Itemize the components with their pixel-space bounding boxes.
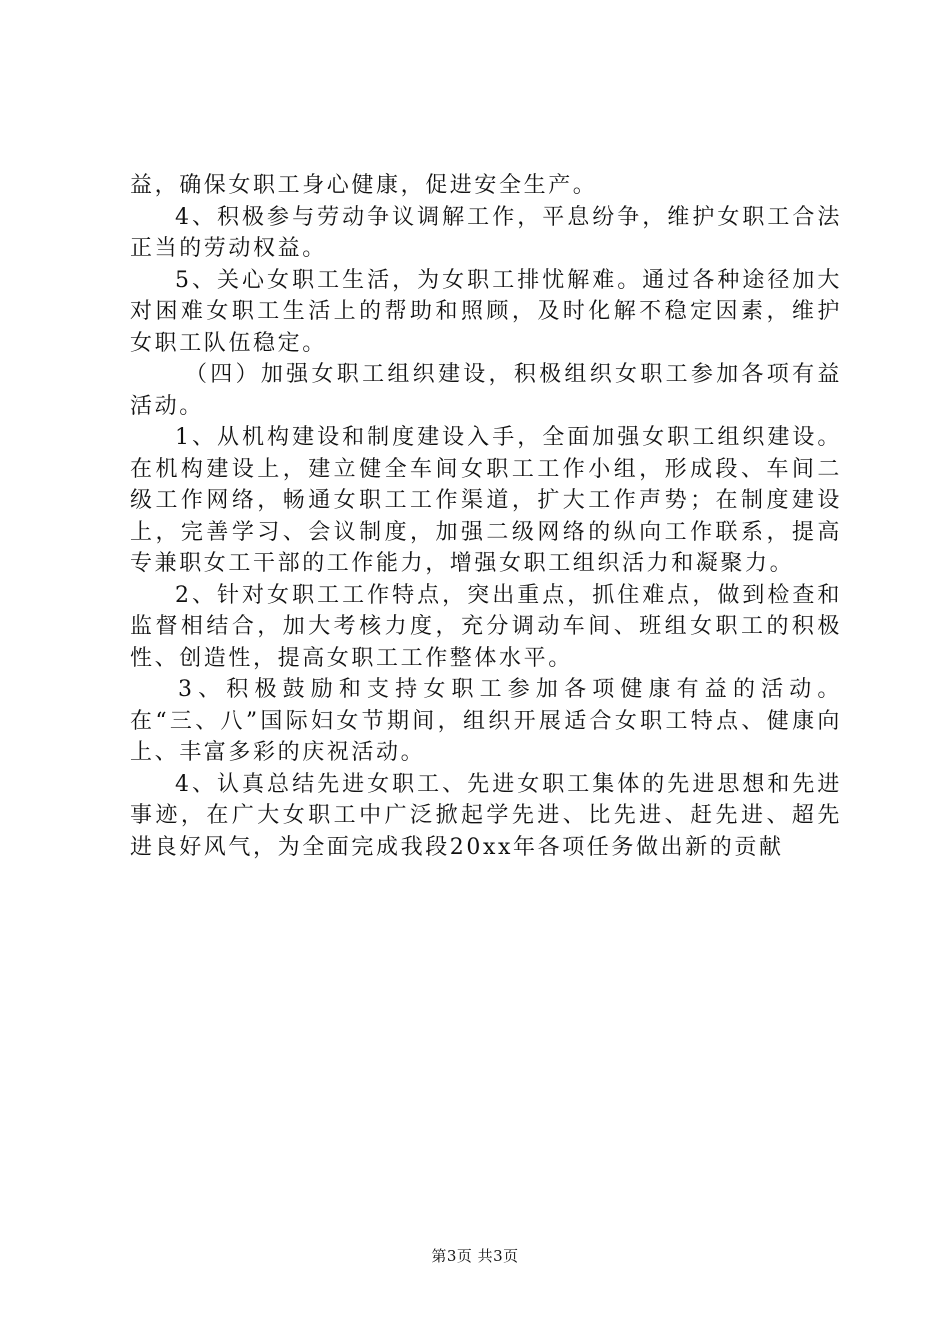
section-heading-4: （四）加强女职工组织建设，积极组织女职工参加各项有益活动。: [130, 362, 842, 419]
paragraph-item-4-summary: 4、认真总结先进女职工、先进女职工集体的先进思想和先进事迹，在广大女职工中广泛掀起学先进、比先进、赶先进、超先进良好风气，为全面完成我段20xx年各项任务做出新的贡献: [130, 771, 842, 860]
page-number: 第3页 共3页: [431, 1247, 519, 1265]
page-footer: [0, 1245, 950, 1266]
paragraph-item-1-organization: 1、从机构建设和制度建设入手，全面加强女职工组织建设。在机构建设上，建立健全车间女职工工作小组，形成段、车间二级工作网络，畅通女职工工作渠道，扩大工作声势；在制度建设上，完善学习、会议制度，加强二级网络的纵向工作联系，提高专兼职女工干部的工作能力，增强女职工组织活力和凝聚力。: [130, 425, 842, 576]
paragraph-item-5-care: 5、关心女职工生活，为女职工排忧解难。通过各种途径加大对困难女职工生活上的帮助和照顾，及时化解不稳定因素，维护女职工队伍稳定。: [130, 267, 842, 356]
document-body: [130, 170, 842, 863]
paragraph-item-2-focus: 2、针对女职工工作特点，突出重点，抓住难点，做到检查和监督相结合，加大考核力度，充分调动车间、班组女职工的积极性、创造性，提高女职工工作整体水平。: [130, 582, 842, 671]
paragraph-item-4-mediation: 4、积极参与劳动争议调解工作，平息纷争，维护女职工合法正当的劳动权益。: [130, 204, 842, 261]
paragraph-continuation: 益，确保女职工身心健康，促进安全生产。: [130, 173, 598, 198]
paragraph-item-3-activities: 3、积极鼓励和支持女职工参加各项健康有益的活动。在“三、八”国际妇女节期间，组织开展适合女职工特点、健康向上、丰富多彩的庆祝活动。: [130, 677, 842, 765]
